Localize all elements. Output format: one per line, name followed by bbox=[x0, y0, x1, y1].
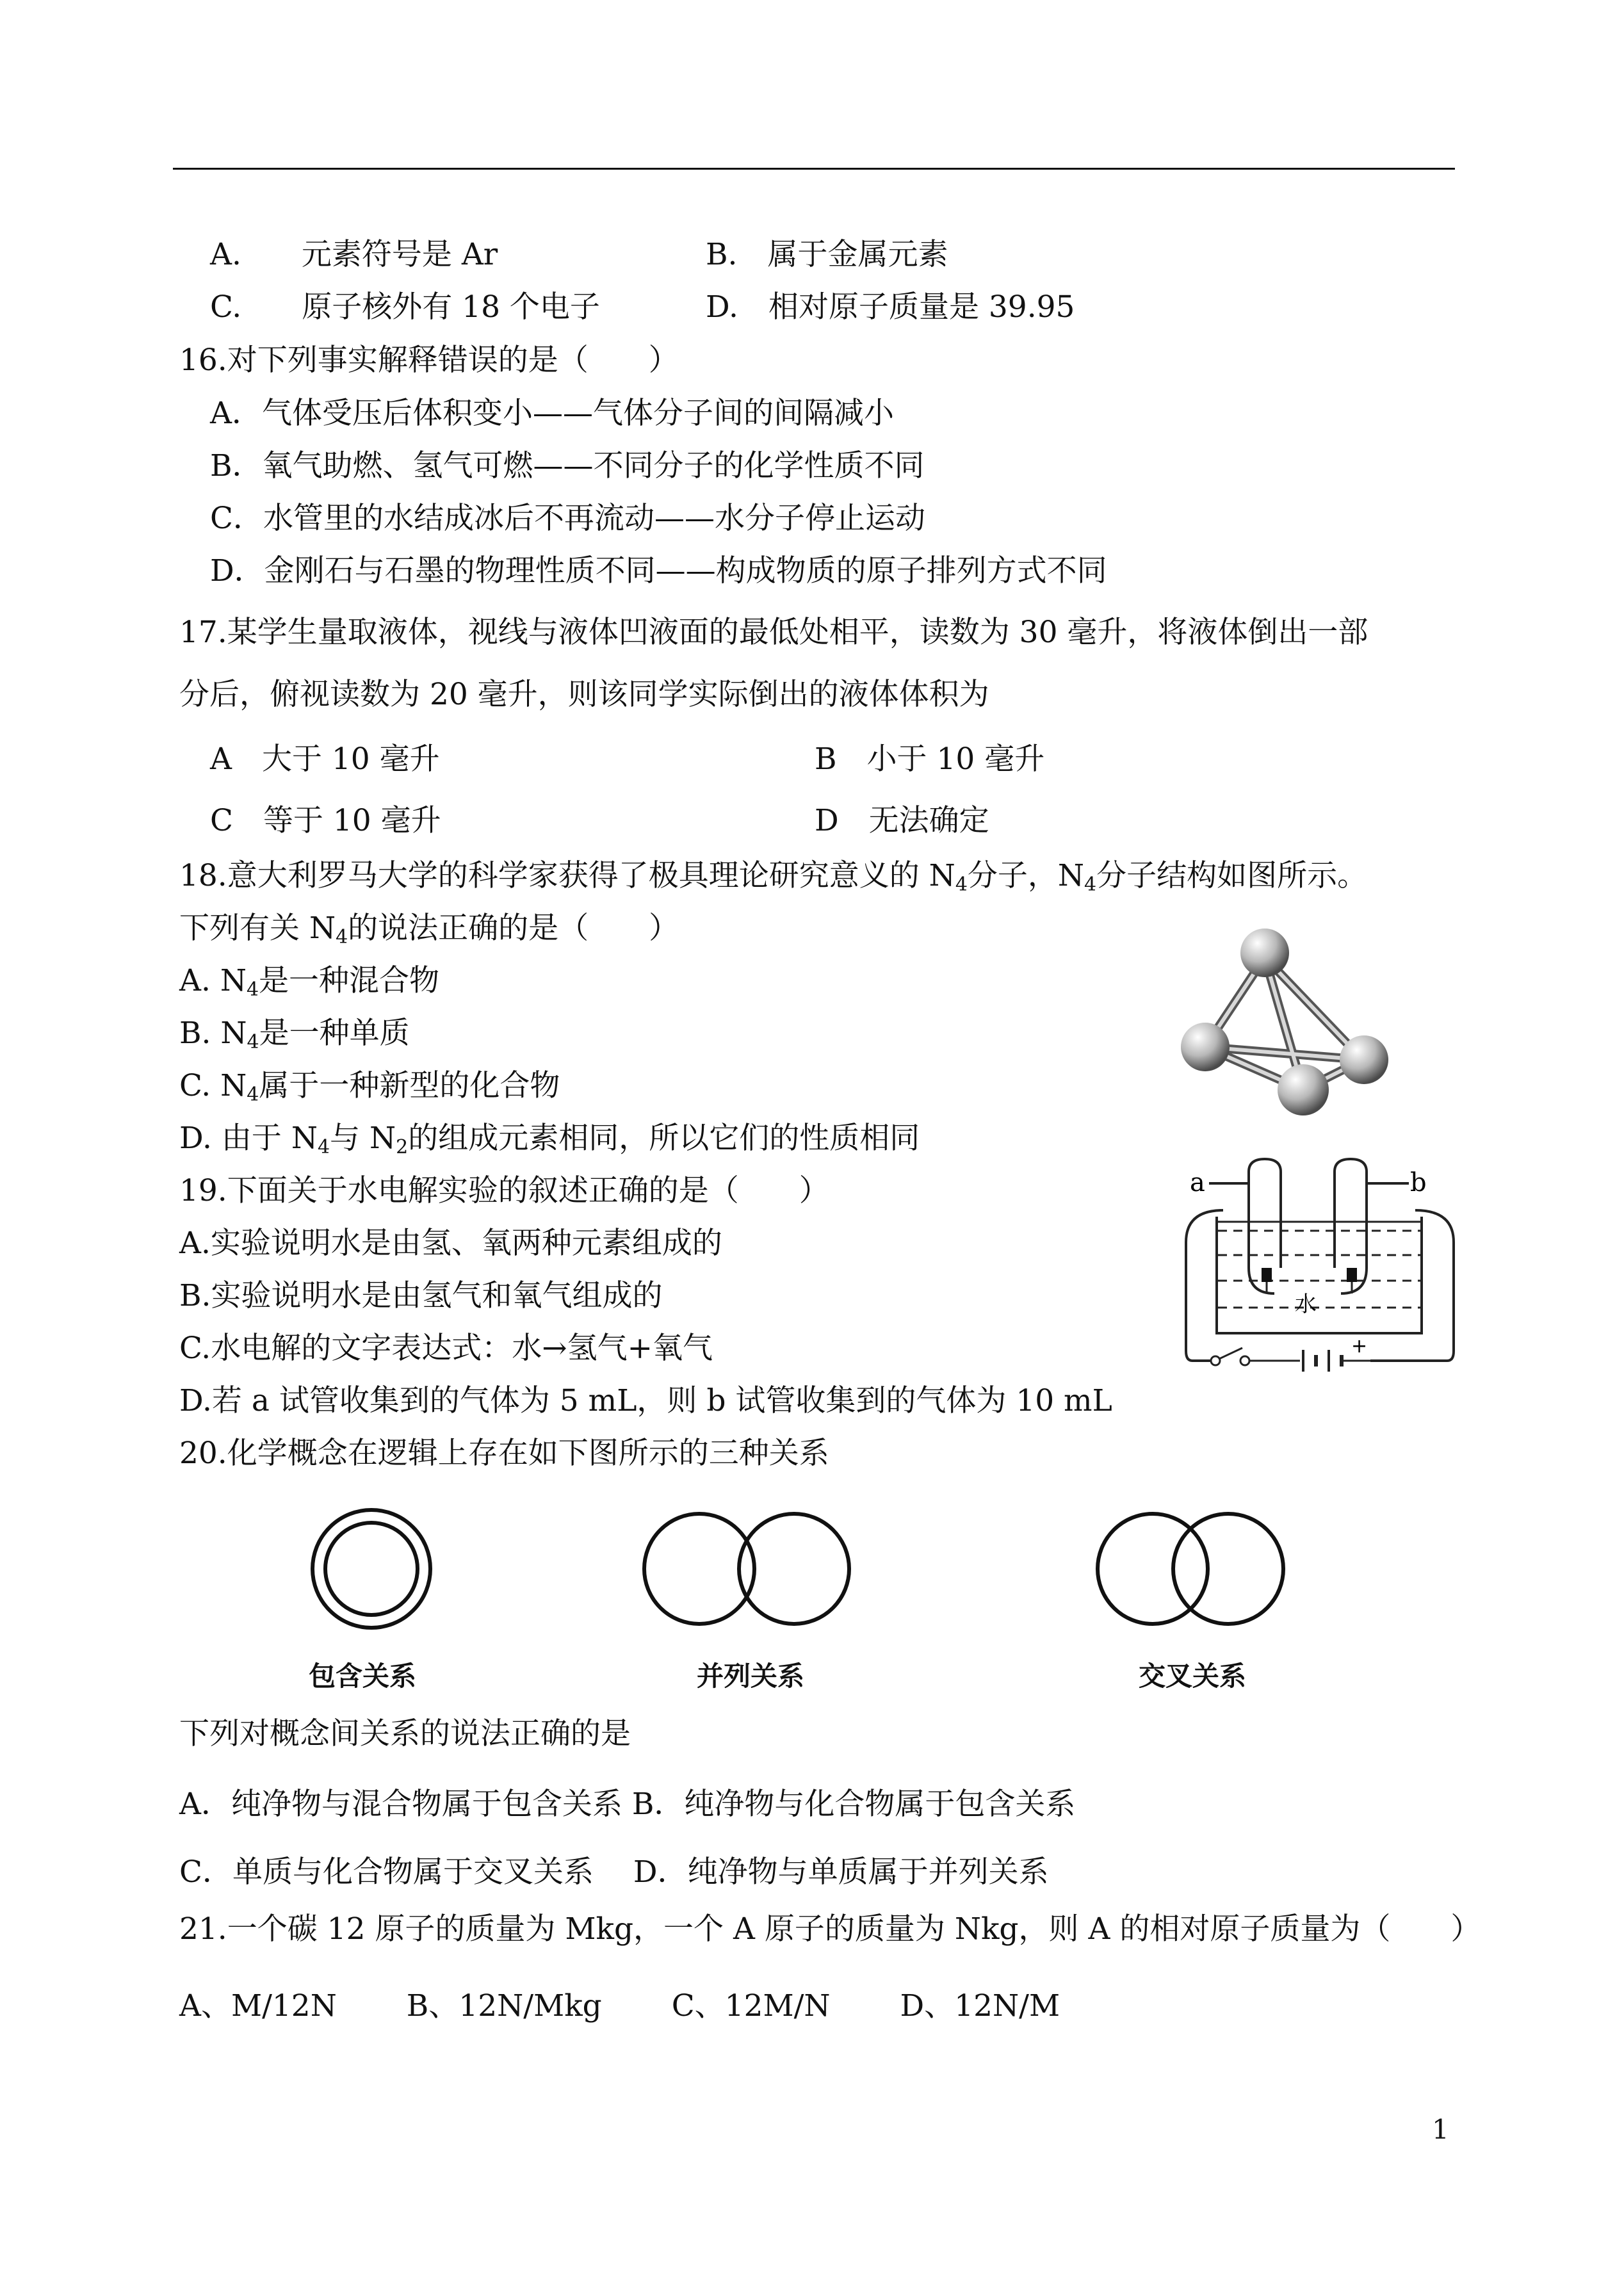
q16-option-c: C．水管里的水结成冰后不再流动——水分子停止运动 bbox=[210, 501, 925, 536]
q18-option-d: D. 由于 $N_4$与 $N_2$的组成元素相同，所以它们的性质相同 bbox=[179, 1121, 920, 1158]
q20-options-ab: A．纯净物与混合物属于包含关系 B．纯净物与化合物属于包含关系 bbox=[179, 1787, 1076, 1822]
q20-stem: 20.化学概念在逻辑上存在如下图所示的三种关系 bbox=[179, 1436, 829, 1471]
q19-stem: 19.下面关于水电解实验的叙述正确的是（ ） bbox=[179, 1173, 829, 1208]
n4-molecule-figure bbox=[1178, 922, 1396, 1121]
q19-option-d: D.若 a 试管收集到的气体为 5 mL，则 b 试管收集到的气体为 10 mL bbox=[179, 1383, 1112, 1418]
q18-option-b: B. $N_4$是一种单质 bbox=[179, 1016, 410, 1053]
q17-option-a: A 大于 10 毫升 bbox=[210, 742, 440, 777]
q19-option-a: A.实验说明水是由氢、氧两种元素组成的 bbox=[179, 1226, 722, 1261]
q16-stem: 16.对下列事实解释错误的是（ ） bbox=[179, 343, 679, 378]
q18-stem-line1: 18.意大利罗马大学的科学家获得了极具理论研究意义的 $N_4$分子，$N_4$分子结构如图所示。 bbox=[179, 858, 1368, 896]
contain-relation-diagram bbox=[307, 1505, 435, 1633]
q17-option-c: C 等于 10 毫升 bbox=[210, 803, 441, 838]
q20-options-cd: C．单质与化合物属于交叉关系 D．纯净物与单质属于并列关系 bbox=[179, 1854, 1049, 1890]
page-number: 1 bbox=[1432, 2114, 1449, 2145]
water-label: 水 bbox=[1295, 1292, 1317, 1317]
q17-stem-line1: 17.某学生量取液体，视线与液体凹液面的最低处相平，读数为 30 毫升，将液体倒出一部 bbox=[179, 615, 1368, 650]
parallel-relation-diagram bbox=[640, 1505, 852, 1633]
tube-label-a: a bbox=[1190, 1168, 1205, 1197]
electrolysis-apparatus-figure bbox=[1178, 1146, 1460, 1396]
contain-relation-label: 包含关系 bbox=[309, 1660, 417, 1692]
tube-label-b: b bbox=[1410, 1168, 1427, 1197]
q15-option-d: D. 相对原子质量是 39.95 bbox=[706, 289, 1075, 325]
q16-option-d: D．金刚石与石墨的物理性质不同——构成物质的原子排列方式不同 bbox=[210, 553, 1107, 588]
q15-option-a: A. 元素符号是 Ar bbox=[210, 237, 498, 272]
q15-option-b: B. 属于金属元素 bbox=[706, 237, 948, 272]
parallel-relation-label: 并列关系 bbox=[697, 1660, 805, 1692]
q17-option-b: B 小于 10 毫升 bbox=[815, 742, 1045, 777]
intersect-relation-label: 交叉关系 bbox=[1139, 1660, 1247, 1692]
q19-option-c: C.水电解的文字表达式：水→氢气+氧气 bbox=[179, 1331, 713, 1366]
q16-option-a: A．气体受压后体积变小——气体分子间的间隔减小 bbox=[210, 396, 894, 431]
q18-option-c: C. $N_4$属于一种新型的化合物 bbox=[179, 1068, 560, 1106]
q21-stem: 21.一个碳 12 原子的质量为 Mkg，一个 A 原子的质量为 Nkg，则 A 的相对原子质量为（ ） bbox=[179, 1911, 1481, 1947]
q16-option-b: B．氧气助燃、氢气可燃——不同分子的化学性质不同 bbox=[210, 448, 925, 483]
q15-option-c: C. 原子核外有 18 个电子 bbox=[210, 289, 600, 325]
q19-option-b: B.实验说明水是由氢气和氧气组成的 bbox=[179, 1278, 663, 1313]
q20-sub-stem: 下列对概念间关系的说法正确的是 bbox=[179, 1716, 631, 1751]
header-rule bbox=[173, 168, 1455, 170]
q18-option-a: A. $N_4$是一种混合物 bbox=[179, 963, 440, 1001]
q17-stem-line2: 分后，俯视读数为 20 毫升，则该同学实际倒出的液体体积为 bbox=[179, 677, 989, 712]
q21-options: A、M/12N B、12N/Mkg C、12M/N D、12N/M bbox=[179, 1988, 1060, 2023]
q18-stem-line2: 下列有关 $N_4$的说法正确的是（ ） bbox=[179, 911, 679, 948]
battery-plus-label: + bbox=[1351, 1335, 1368, 1358]
intersect-relation-diagram bbox=[1089, 1505, 1300, 1633]
q17-option-d: D 无法确定 bbox=[815, 803, 989, 838]
